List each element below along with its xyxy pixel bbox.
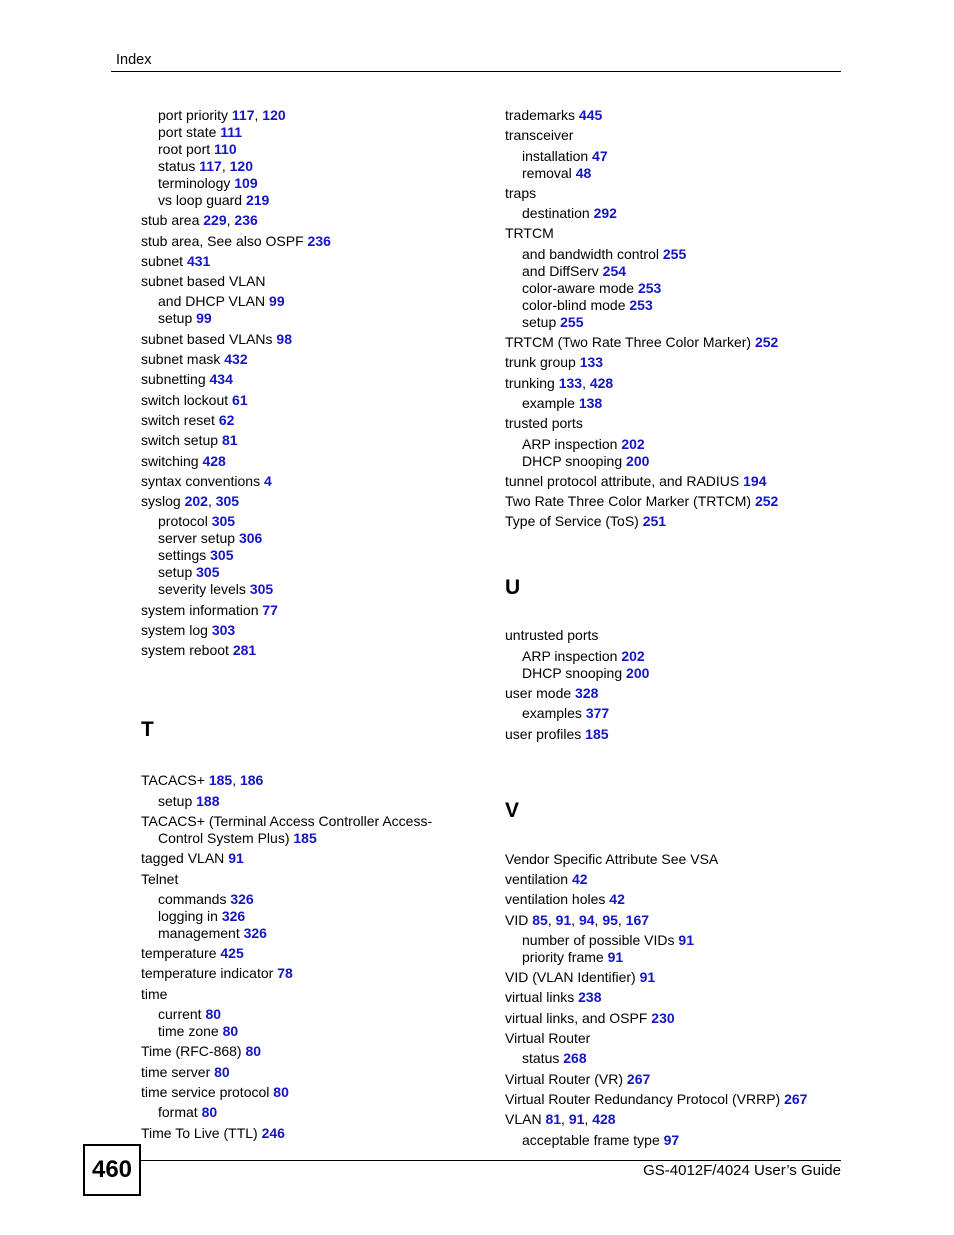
page-reference-link[interactable]: 326	[243, 924, 267, 941]
index-entry: VLAN 81, 91, 428	[505, 1111, 616, 1128]
index-subentry	[522, 665, 845, 682]
index-subentry	[158, 564, 481, 581]
index-term: subnet	[141, 252, 184, 269]
index-term: setup	[522, 313, 557, 330]
page-reference-link[interactable]: 428	[202, 452, 226, 469]
page-reference-link[interactable]: 268	[563, 1050, 587, 1067]
index-term: Time To Live (TTL)	[141, 1124, 258, 1141]
index-term: destination	[522, 205, 590, 222]
page-reference-link[interactable]: 305	[249, 581, 274, 598]
page-reference-link[interactable]: 252	[754, 493, 779, 510]
page-reference-link[interactable]: 80	[214, 1063, 230, 1080]
page-reference-link[interactable]: 328	[575, 685, 599, 702]
index-term: commands	[158, 890, 227, 907]
page-reference-link[interactable]: 254	[602, 262, 627, 279]
page-reference-link[interactable]: 305	[215, 493, 240, 510]
page-reference-link[interactable]: 219	[245, 192, 270, 208]
page-reference-link[interactable]: 98	[276, 330, 292, 347]
page-reference-link[interactable]: 4	[263, 472, 272, 489]
index-entry	[141, 432, 481, 449]
index-term: TACACS+	[141, 772, 205, 789]
index-term: switch lockout	[141, 391, 229, 408]
index-letter-heading: V	[505, 798, 520, 822]
page-reference-link[interactable]: 78	[277, 965, 293, 982]
index-entry: trunking 133, 428	[505, 374, 614, 391]
index-subentry	[522, 949, 845, 966]
page-reference-link[interactable]: 94	[578, 911, 595, 928]
page-reference-link[interactable]: 138	[578, 394, 603, 411]
page-reference-link[interactable]: 185	[208, 772, 233, 789]
index-entry	[141, 392, 481, 409]
index-entry	[505, 726, 845, 743]
index-term: DHCP snooping	[522, 452, 623, 469]
index-entry	[141, 371, 481, 388]
index-term: time zone	[158, 1023, 219, 1040]
index-term: trusted ports	[505, 415, 583, 432]
index-entry: syslog 202, 305	[141, 493, 240, 510]
index-subentry	[522, 395, 845, 412]
index-subentry	[522, 1132, 845, 1149]
index-term: port state	[158, 124, 217, 140]
index-subentry	[522, 148, 845, 165]
index-term: syslog	[141, 493, 181, 510]
page-reference-link[interactable]: 120	[229, 158, 253, 174]
index-term: Virtual Router	[505, 1030, 591, 1047]
page-reference-link[interactable]: 229	[203, 212, 227, 229]
page-reference-link[interactable]: 377	[585, 705, 610, 722]
page-reference-link[interactable]: 305	[211, 513, 236, 530]
page-reference-link[interactable]: 281	[232, 642, 257, 659]
index-entry	[505, 969, 845, 986]
index-entry	[141, 986, 481, 1003]
page-reference-link[interactable]: 80	[222, 1023, 239, 1040]
index-term: examples	[522, 705, 582, 722]
index-entry	[505, 473, 845, 490]
index-subentry	[158, 530, 481, 547]
index-entry	[505, 891, 845, 908]
index-term: switch setup	[141, 432, 219, 449]
guide-title: GS-4012F/4024 User’s Guide	[643, 1162, 841, 1179]
page-reference-link[interactable]: 251	[642, 513, 667, 530]
index-entry	[505, 354, 845, 371]
page-reference-link[interactable]: 428	[589, 374, 614, 391]
page-reference-link[interactable]: 188	[196, 792, 220, 809]
index-term: tagged VLAN	[141, 850, 225, 867]
index-entry	[505, 185, 845, 202]
index-term: ARP inspection	[522, 647, 618, 664]
index-term: DHCP snooping	[522, 664, 623, 681]
index-term: priority frame	[522, 948, 604, 965]
index-entry	[141, 602, 481, 619]
index-term: Vendor Specific Attribute See VSA	[505, 850, 719, 867]
index-entry	[505, 415, 845, 432]
index-entry	[141, 351, 481, 368]
page-reference-link[interactable]: 252	[754, 334, 779, 351]
page-reference-link[interactable]: 117	[231, 107, 255, 123]
page-reference-link[interactable]: 91	[555, 911, 572, 928]
index-term: virtual links, and OSPF	[505, 1009, 648, 1026]
index-entry	[505, 1010, 845, 1027]
index-subentry	[158, 891, 481, 908]
page-number: 460	[83, 1144, 141, 1196]
page-reference-link[interactable]: 267	[626, 1070, 651, 1087]
index-term: root port	[158, 141, 211, 157]
index-term: Two Rate Three Color Marker (TRTCM)	[505, 493, 752, 510]
index-term: VID (VLAN Identifier)	[505, 969, 636, 986]
index-term: severity levels	[158, 581, 246, 598]
page-reference-link[interactable]: 246	[261, 1124, 285, 1141]
index-term-continuation	[141, 830, 481, 847]
index-term: setup	[158, 564, 193, 581]
page-reference-link[interactable]: 81	[545, 1111, 562, 1128]
index-entry	[141, 412, 481, 429]
index-entry	[505, 1071, 845, 1088]
index-subentry	[522, 648, 845, 665]
index-term: user mode	[505, 685, 572, 702]
index-term: VLAN	[505, 1111, 542, 1128]
page-reference-link[interactable]: 186	[239, 772, 264, 789]
page-reference-link[interactable]: 306	[238, 530, 263, 547]
index-subentry: port priority 117, 120	[158, 107, 286, 123]
index-term: time server	[141, 1063, 211, 1080]
index-subentry	[522, 263, 845, 280]
index-term: ARP inspection	[522, 435, 618, 452]
index-term: subnet based VLANs	[141, 330, 273, 347]
page-reference-link[interactable]: 303	[211, 622, 236, 639]
index-term: stub area	[141, 212, 200, 229]
index-entry: stub area 229, 236	[141, 212, 258, 229]
page-reference-link[interactable]: 432	[224, 351, 248, 368]
page-reference-link[interactable]: 111	[220, 124, 243, 140]
index-term: TRTCM	[505, 225, 554, 242]
index-term: stub area, See also OSPF	[141, 232, 304, 249]
index-term: example	[522, 394, 575, 411]
index-term: color-aware mode	[522, 279, 635, 296]
page-reference-link[interactable]: 326	[230, 890, 254, 907]
index-term: status	[158, 158, 196, 174]
index-term: color-blind mode	[522, 296, 626, 313]
index-entry	[505, 107, 845, 124]
index-term: trunking	[505, 374, 555, 391]
page-reference-link[interactable]: 47	[592, 147, 608, 164]
index-term: Virtual Router Redundancy Protocol (VRRP)	[505, 1090, 781, 1107]
page-reference-link[interactable]: 85	[532, 911, 548, 928]
index-entry	[505, 225, 845, 242]
index-term: and DHCP VLAN	[158, 293, 266, 310]
index-subentry	[158, 925, 481, 942]
index-term: setup	[158, 792, 193, 809]
page-reference-link[interactable]: 99	[196, 310, 212, 327]
index-subentry	[158, 1023, 481, 1040]
index-entry	[141, 233, 481, 250]
page-reference-link[interactable]: 95	[602, 911, 618, 928]
index-subentry	[522, 280, 845, 297]
index-subentry	[522, 1050, 845, 1067]
page-reference-link[interactable]: 425	[220, 945, 244, 962]
index-term: Time (RFC-868)	[141, 1043, 242, 1060]
index-entry	[141, 945, 481, 962]
index-term: logging in	[158, 907, 218, 924]
index-term: port priority	[158, 107, 229, 123]
page-reference-link[interactable]: 194	[743, 472, 767, 489]
page-reference-link[interactable]: 48	[575, 164, 592, 181]
page-reference-link[interactable]: 133	[558, 374, 583, 391]
page-reference-link[interactable]: 117	[199, 158, 222, 174]
index-term: virtual links	[505, 989, 575, 1006]
page-reference-link[interactable]: 238	[578, 989, 602, 1006]
page-reference-link[interactable]: 434	[209, 371, 233, 388]
index-subentry	[158, 293, 481, 310]
index-subentry	[158, 581, 481, 598]
page-reference-link[interactable]: 120	[262, 107, 286, 123]
index-subentry	[522, 205, 845, 222]
index-term: vs loop guard	[158, 192, 243, 208]
index-subentry	[158, 192, 481, 209]
page-reference-link[interactable]: 428	[592, 1111, 616, 1128]
page-reference-link[interactable]: 91	[568, 1111, 585, 1128]
index-term: subnet mask	[141, 351, 221, 368]
page-reference-link[interactable]: 61	[232, 391, 248, 408]
index-entry	[505, 627, 845, 644]
page-reference-link[interactable]: 185	[585, 725, 609, 742]
page-reference-link[interactable]: 110	[214, 141, 237, 157]
index-column-left	[141, 107, 481, 1145]
index-term: status	[522, 1050, 560, 1067]
index-term: subnetting	[141, 371, 206, 388]
page-reference-link[interactable]: 77	[262, 601, 278, 618]
index-term: settings	[158, 547, 207, 564]
index-subentry	[522, 246, 845, 263]
page-reference-link[interactable]: 80	[245, 1043, 262, 1060]
index-term: switching	[141, 452, 199, 469]
index-entry	[505, 851, 845, 868]
index-term: setup	[158, 310, 193, 327]
page-reference-link[interactable]: 97	[663, 1131, 680, 1148]
index-term: and bandwidth control	[522, 245, 659, 262]
index-entry	[141, 622, 481, 639]
index-entry	[141, 1064, 481, 1081]
index-entry	[505, 127, 845, 144]
index-term: untrusted ports	[505, 627, 599, 644]
page-reference-link[interactable]: 80	[205, 1006, 222, 1023]
index-entry	[505, 1030, 845, 1047]
index-subentry	[158, 310, 481, 327]
page-reference-link[interactable]: 99	[269, 293, 285, 310]
index-term: time	[141, 985, 168, 1002]
page-reference-link[interactable]: 305	[196, 564, 220, 581]
index-entry	[141, 1084, 481, 1101]
index-term: temperature indicator	[141, 965, 274, 982]
page-reference-link[interactable]: 230	[651, 1009, 675, 1026]
index-term: Virtual Router (VR)	[505, 1070, 624, 1087]
index-letter-heading: U	[505, 576, 521, 600]
index-term: number of possible VIDs	[522, 931, 675, 948]
page-reference-link[interactable]: 236	[234, 212, 258, 229]
index-term: user profiles	[505, 725, 582, 742]
running-header: Index	[116, 52, 152, 68]
index-entry	[505, 493, 845, 510]
index-entry	[141, 1043, 481, 1060]
index-column-right	[505, 107, 845, 1152]
index-term: management	[158, 924, 240, 941]
index-subentry	[158, 1006, 481, 1023]
index-term: temperature	[141, 945, 217, 962]
page-reference-link[interactable]: 202	[621, 647, 645, 664]
page-reference-link[interactable]: 200	[626, 452, 650, 469]
index-subentry	[522, 705, 845, 722]
index-entry	[141, 642, 481, 659]
index-subentry	[522, 932, 845, 949]
index-subentry	[158, 175, 481, 192]
index-entry	[141, 813, 481, 847]
index-subentry	[158, 141, 481, 158]
index-entry	[505, 685, 845, 702]
index-entry	[141, 850, 481, 867]
index-term: terminology	[158, 175, 231, 191]
index-term: switch reset	[141, 411, 215, 428]
index-subentry	[158, 793, 481, 810]
index-entry	[505, 1091, 845, 1108]
index-term: TACACS+ (Terminal Access Controller Access-	[141, 812, 433, 829]
index-entry	[141, 871, 481, 888]
index-subentry	[158, 1104, 481, 1121]
index-entry: VID 85, 91, 94, 95, 167	[505, 911, 650, 928]
page-reference-link[interactable]: 109	[234, 175, 258, 191]
index-term: traps	[505, 184, 537, 201]
index-term: installation	[522, 147, 589, 164]
index-term: acceptable frame type	[522, 1131, 660, 1148]
page-reference-link[interactable]: 91	[607, 948, 624, 965]
page-reference-link[interactable]: 42	[571, 870, 588, 887]
index-term: trademarks	[505, 107, 576, 123]
page-reference-link[interactable]: 236	[307, 232, 331, 249]
index-term: system reboot	[141, 642, 229, 659]
index-subentry	[158, 908, 481, 925]
index-subentry	[522, 453, 845, 470]
index-term: tunnel protocol attribute, and RADIUS	[505, 472, 740, 489]
header-rule	[111, 71, 841, 72]
page-reference-link[interactable]: 292	[593, 205, 617, 222]
index-letter-heading: T	[141, 718, 154, 742]
index-entry	[505, 989, 845, 1006]
index-term: protocol	[158, 513, 208, 530]
index-subentry	[522, 436, 845, 453]
index-term: transceiver	[505, 127, 574, 144]
index-term: syntax conventions	[141, 472, 261, 489]
page-reference-link[interactable]: 431	[186, 252, 211, 269]
index-term: system information	[141, 601, 259, 618]
index-subentry	[158, 547, 481, 564]
index-term: VID	[505, 911, 529, 928]
page-reference-link[interactable]: 167	[625, 911, 650, 928]
page-reference-link[interactable]: 42	[609, 891, 625, 908]
index-entry	[505, 871, 845, 888]
page-reference-link[interactable]: 253	[637, 279, 662, 296]
index-entry	[141, 473, 481, 490]
page-reference-link[interactable]: 267	[784, 1090, 808, 1107]
page-reference-link[interactable]: 326	[221, 907, 246, 924]
page-reference-link[interactable]: 80	[273, 1083, 289, 1100]
page-reference-link[interactable]: 255	[662, 245, 687, 262]
index-entry	[141, 1125, 481, 1142]
index-term: current	[158, 1006, 202, 1023]
index-entry	[505, 334, 845, 351]
index-subentry	[522, 314, 845, 331]
index-subentry	[158, 513, 481, 530]
index-term-continued: Control System Plus)	[158, 829, 290, 846]
page-reference-link[interactable]: 253	[629, 296, 653, 313]
index-term: format	[158, 1104, 198, 1121]
index-term: time service protocol	[141, 1083, 270, 1100]
index-term: trunk group	[505, 354, 576, 371]
index-term: ventilation holes	[505, 891, 606, 908]
page-reference-link[interactable]: 255	[560, 313, 584, 330]
page-reference-link[interactable]: 305	[210, 547, 234, 564]
index-entry	[141, 253, 481, 270]
index-subentry	[522, 297, 845, 314]
page-reference-link[interactable]: 200	[626, 664, 650, 681]
index-term: system log	[141, 622, 208, 639]
index-term: server setup	[158, 530, 236, 547]
index-entry	[141, 331, 481, 348]
index-term: TRTCM (Two Rate Three Color Marker)	[505, 334, 752, 351]
page-reference-link[interactable]: 133	[579, 354, 604, 371]
index-subentry	[158, 124, 481, 141]
page-reference-link[interactable]: 62	[218, 411, 235, 428]
page-reference-link[interactable]: 81	[221, 432, 238, 449]
index-entry	[141, 453, 481, 470]
footer-rule	[141, 1160, 841, 1161]
index-entry	[141, 273, 481, 290]
page-reference-link[interactable]: 91	[228, 850, 244, 867]
page-reference-link[interactable]: 185	[293, 829, 317, 846]
page-reference-link[interactable]: 202	[184, 493, 208, 510]
index-entry	[505, 513, 845, 530]
page-reference-link[interactable]: 202	[621, 435, 645, 452]
page-reference-link[interactable]: 91	[639, 969, 656, 986]
page-reference-link[interactable]: 445	[578, 107, 603, 123]
index-subentry	[522, 165, 845, 182]
index-term: Type of Service (ToS)	[505, 513, 639, 530]
index-entry: TACACS+ 185, 186	[141, 772, 264, 789]
index-term: subnet based VLAN	[141, 273, 266, 290]
page-reference-link[interactable]: 80	[201, 1104, 218, 1121]
page-reference-link[interactable]: 91	[678, 931, 694, 948]
index-term: and DiffServ	[522, 262, 599, 279]
index-term: Telnet	[141, 870, 179, 887]
index-subentry: status 117, 120	[158, 158, 253, 174]
index-entry	[141, 965, 481, 982]
index-term: removal	[522, 164, 572, 181]
index-term: ventilation	[505, 870, 569, 887]
